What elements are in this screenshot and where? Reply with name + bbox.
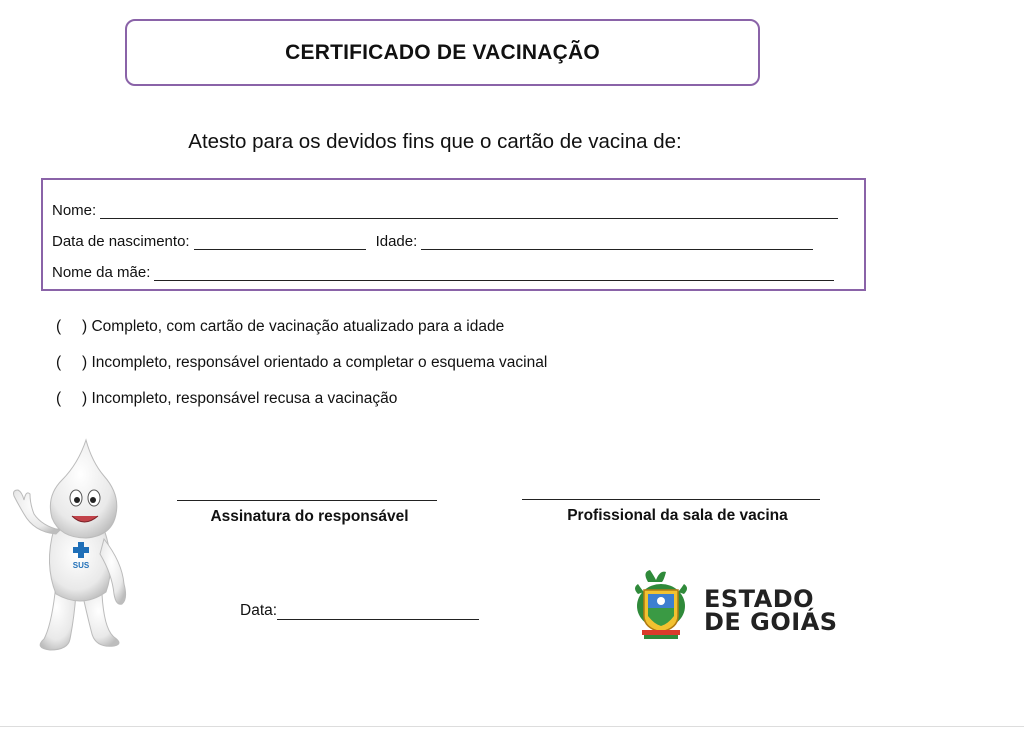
logo-line-2: DE GOIÁS — [704, 608, 838, 636]
checkbox-open-paren: ( — [56, 390, 62, 407]
mother-row — [52, 264, 834, 281]
birth-label: Data de nascimento: — [52, 233, 190, 250]
date-label: Data: — [240, 602, 278, 619]
title-box — [125, 19, 760, 86]
patient-fields-box — [41, 178, 866, 291]
mother-name-field[interactable] — [154, 266, 834, 281]
option-label: ) Incompleto, responsável recusa a vacinação — [82, 390, 398, 407]
logo-line-1: ESTADO — [704, 585, 815, 613]
page-title: CERTIFICADO DE VACINAÇÃO — [285, 40, 600, 64]
professional-signature-line[interactable] — [522, 499, 820, 500]
name-label: Nome: — [52, 202, 97, 219]
checkbox-open-paren: ( — [56, 318, 62, 335]
professional-signature-label: Profissional da sala de vacina — [567, 507, 788, 524]
date-row — [240, 602, 479, 620]
logo-text — [704, 585, 838, 636]
option-label: ) Incompleto, responsável orientado a completar o esquema vacinal — [82, 354, 548, 371]
sus-badge: SUS — [72, 561, 90, 570]
intro-text: Atesto para os devidos fins que o cartão de vacina de: — [188, 130, 682, 153]
option-complete[interactable] — [56, 318, 504, 336]
mascot-illustration — [4, 434, 144, 656]
age-field[interactable] — [421, 235, 813, 250]
checkbox-open-paren: ( — [56, 354, 62, 371]
option-incomplete-refuses[interactable] — [56, 390, 397, 408]
estado-de-goias-logo — [628, 568, 858, 644]
birth-age-row — [52, 233, 813, 250]
mother-label: Nome da mãe: — [52, 264, 151, 281]
option-label: ) Completo, com cartão de vacinação atualizado para a idade — [82, 318, 505, 335]
option-incomplete-oriented[interactable] — [56, 354, 547, 372]
birth-date-field[interactable] — [194, 235, 366, 250]
page-bottom-edge — [0, 726, 1024, 727]
responsible-signature-line[interactable] — [177, 500, 437, 501]
coat-of-arms-icon — [628, 568, 694, 644]
name-field[interactable] — [100, 204, 838, 219]
name-row — [52, 202, 838, 219]
responsible-signature-label: Assinatura do responsável — [210, 508, 409, 525]
date-field[interactable] — [277, 603, 479, 620]
age-label: Idade: — [375, 233, 418, 250]
